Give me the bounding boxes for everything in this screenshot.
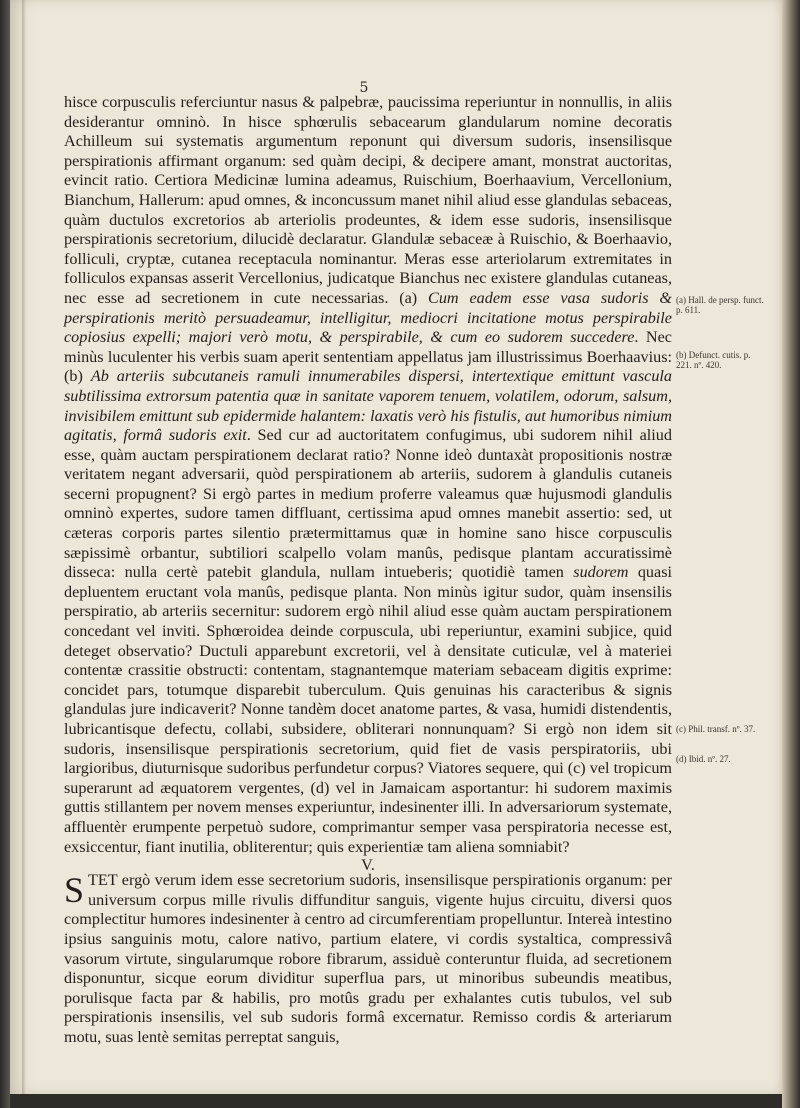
body-text	[64, 93, 672, 1048]
marginal-note-d: (d) Ibid. nº. 27.	[676, 754, 731, 764]
paragraph-1-quote-a: Cum eadem esse vasa sudoris & perspirationis meritò persuadeamur, intelligitur, mediocri incitatione motus perspirabile copiosius expelli; majori verò motu, & perspirabile, & cum eo sudorem succedere	[64, 288, 672, 347]
paragraph-1-text-c: . Sed cur ad auctoritatem confugimus, ubi sudorem nihil aliud esse, quàm auctam perspirationem declarat ratio? Nonne ideò duntaxàt propositionis nostræ veritatem negant adversarii, quòd perspirationem ab arteriis, sudorem à glandulis cutaneis secerni propugnent? Si ergò partes in medium proferre valeamus quæ hujusmodi glandulis omninò expertes, sudore tamen diffluant, certissima apud omnes manebit assertio: sed, ut cæteras corporis partes silentio prætermittamus quæ in homine sano hisce corpusculis sæpissimè orbantur, subtiliori scalpello volam manûs, pedisque plantam accuratissimè disseca: nulla certè patebit glandula, nullam intueberis; quotidiè tamen	[64, 426, 672, 582]
page-edge	[782, 0, 800, 1108]
paragraph-1-text-a: hisce corpusculis referciuntur nasus & palpebræ, paucissima reperiuntur in nonnullis, in aliis desiderantur omninò. In hisce sphœrulis sebacearum glandularum nomine decoratis Achilleum sui systematis argumentum reponunt qui diversum sudoris, insensilisque perspirationis affirmant organum: sed quàm decipi, & decipere amant, monstrat auctoritas, evincit ratio. Certiora Medicinæ lumina adeamus, Ruischium, Boerhaavium, Vercellonium, Bianchum, Hallerum: apud omnes, & inconcussum manet nihil aliud esse glandulas sebaceas, quàm ductulos excretorios ab arteriolis prodeuntes, & idem esse sudoris, insensilisque perspirationis secretorium, dilucidè declaratur. Glandulæ sebaceæ à Ruischio, & Boerhaavio, folliculi, cryptæ, cutanea receptacula nominantur. Meras esse arteriolarum extremitates in folliculos expansas asserit Vercellonius, judicatque Bianchus nec existere glandulas cutaneas, nec esse ad secretionem in cute necessarias. (a)	[64, 93, 672, 307]
page-fold-shadow	[22, 0, 26, 1094]
page-bottom-edge	[10, 1094, 782, 1108]
section-number: V.	[361, 856, 375, 875]
paragraph-1-quote-b: Ab arteriis subcutaneis ramuli innumerabiles dispersi, intertextique emittunt vascula subtilissima extrorsum patentia quæ in sanitate vaporem tenuem, volatilem, odorum, salsum, invisibilem emittunt sub epidermide halantem: laxatis verò his fistulis, aut humoribus nimium agitatis, formâ sudoris exit	[64, 367, 673, 445]
marginal-note-a: (a) Hall. de persp. funct. p. 611.	[676, 295, 764, 315]
marginal-note-c: (c) Phil. transf. nº. 37.	[676, 724, 756, 734]
paragraph-1-text-b: . Nec minùs luculenter his verbis suam aperit sententiam appellatus jam illustrissimus Boerhaavius: (b)	[64, 328, 672, 386]
drop-cap: S	[64, 870, 85, 911]
marginal-note-b: (b) Defunct. cutis. p. 221. nº. 420.	[676, 350, 751, 370]
book-gutter	[0, 0, 10, 1108]
paragraph-2-text: TET ergò verum idem esse secretorium sudoris, insensilisque perspirationis organum: per universum corpus mille rivulis diffunditur sanguis, vigente hujus circuitu, diversi quos complectitur humores indesinenter à centro ad circumferentiam propelluntur. Intereà intestino ipsius sanguinis motu, calore nativo, partium elatere, vi cordis systaltica, compressivâ vasorum virtute, singularumque robore fibrarum, assiduè conteruntur fluida, ad secretionem disponuntur, sicque eorum dividitur superflua pars, ut minoribus subeundis meatibus, porulisque facta par & habilis, pro motûs gradu per exhalantes cutis tubulos, vel sub perspirationis insensilis, vel sub sudoris formâ excernatur. Remisso cordis & arteriarum motu, suas lentè semitas perreptat sanguis,	[64, 871, 672, 1046]
paragraph-1	[64, 93, 672, 857]
paragraph-2	[64, 871, 672, 1047]
paragraph-1-text-d: quasi depluentem eructant vola manûs, pedisque planta. Non minùs igitur sudor, quàm insensilis perspiratio, ab arteriis secernitur: sudorem ergò nihil aliud esse quàm auctam perspirationem concedant vel inviti. Sphœroidea deinde corpuscula, ubi reperiuntur, examini subjice, quid deteget observatio? Ductuli apparebunt excretorii, vel à densitate cuticulæ, vel à materiei contentæ crassitie obstructi: contentam, stagnantemque materiam sebaceam digitis exprime: concidet pars, totumque disparebit tuberculum. Quis genuinas his caracteribus & signis glandulas jure indicaverit? Nonne tandèm docet anatome partes, & vasa, humidi distendentis, lubricantisque defectu, collabi, subsidere, obliterari nonnunquam? Si ergò non idem sit sudoris, insensilisque perspirationis secretorium, quid fiet de vasis perspiratoriis, ubi largioribus, diuturnisque sudoribus perfundetur corpus? Viatores sequere, qui (c) vel tropicum superarunt ad æquatorem vergentes, (d) vel in Jamaicam asportantur: hi sudorem maximis guttis stillantem per novem menses experiuntur, indesinenter illi. In adversariorum systemate, affluentèr erumpente perpetuò sudore, comprimantur semper vasa perspiratoria necesse est, exsiccentur, fiant inutilia, obliterentur; quis experientiæ tam aliena somniabit?	[64, 563, 673, 856]
page-signature: 5	[359, 80, 369, 96]
paragraph-1-italic-word: sudorem	[573, 563, 629, 582]
